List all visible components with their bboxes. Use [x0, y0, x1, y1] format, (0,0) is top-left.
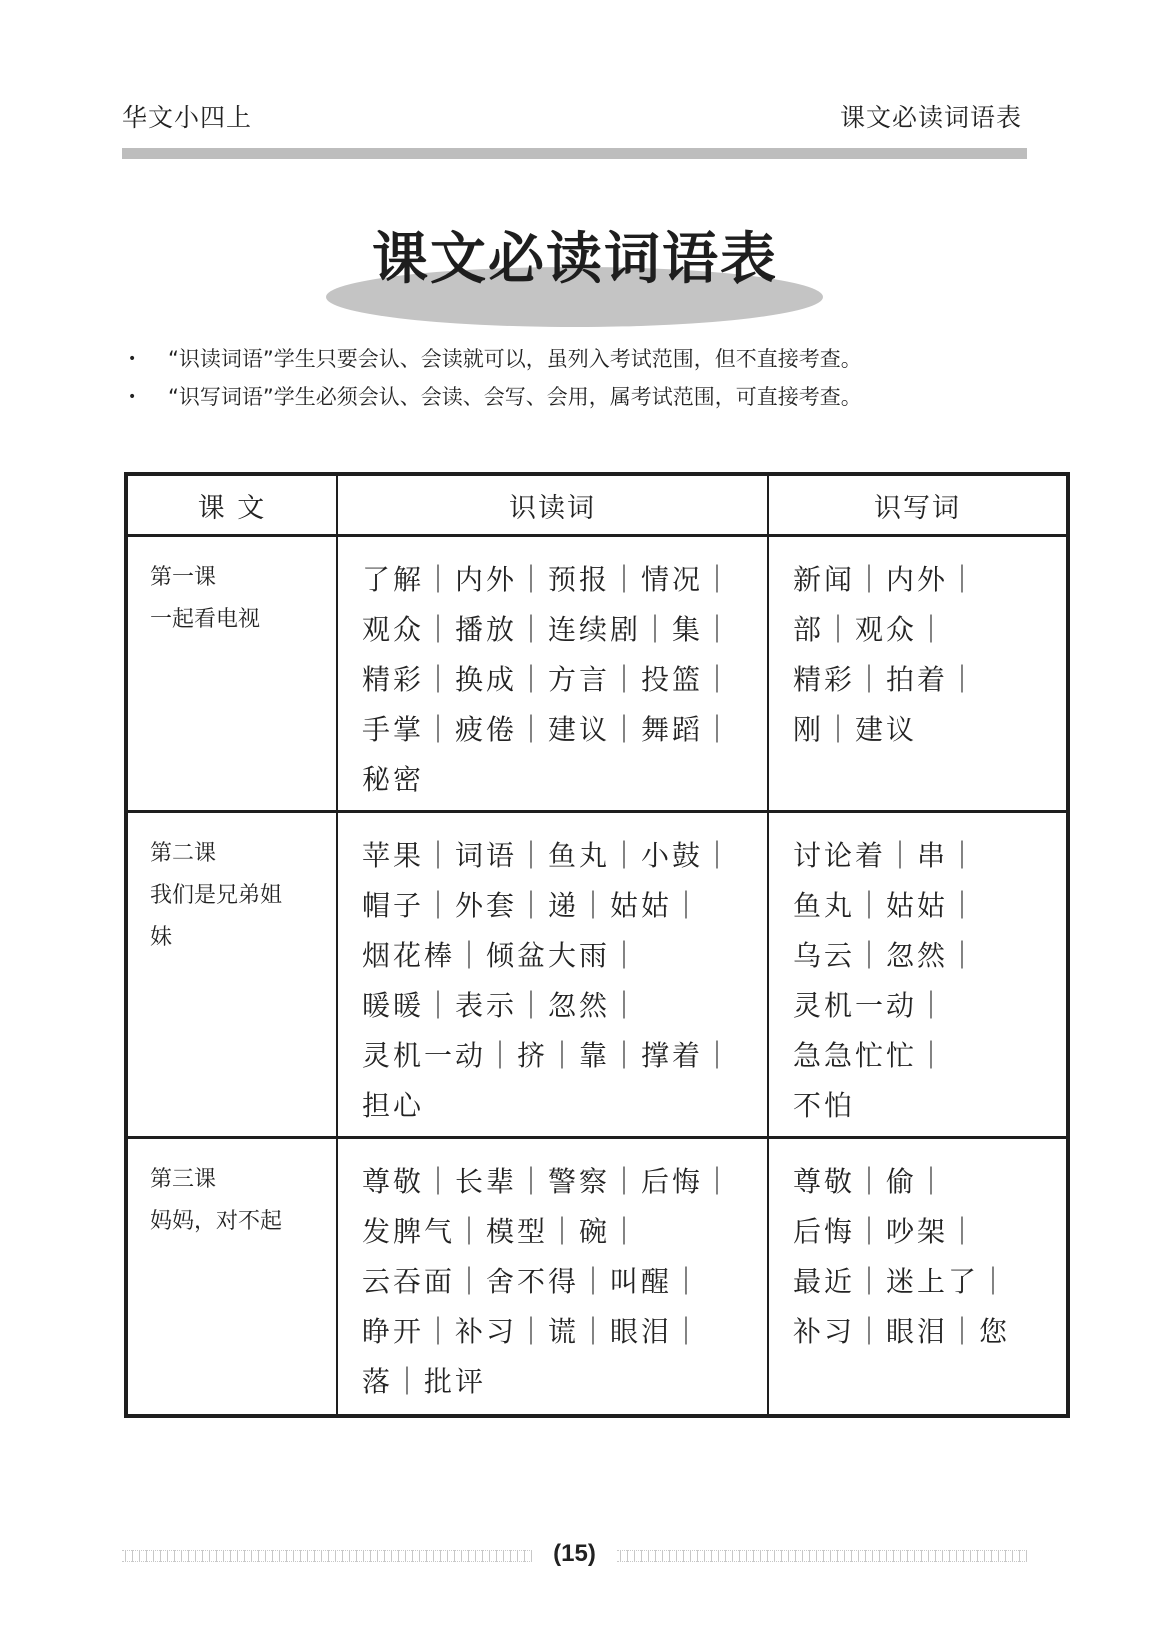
- header-divider-bar: [122, 148, 1027, 159]
- word-line: 睁开｜补习｜谎｜眼泪｜: [362, 1315, 704, 1348]
- read-words-cell: [337, 1138, 768, 1416]
- instruction-notes: [128, 340, 1028, 416]
- page-title: 课文必读词语表: [372, 227, 778, 292]
- column-header-lesson: 课 文: [126, 474, 337, 536]
- word-line: 落｜批评: [362, 1365, 487, 1398]
- note-text: “识写词语”学生必须会认、会读、会写、会用，属考试范围，可直接考查。: [168, 385, 862, 409]
- note-text: “识读词语”学生只要会认、会读就可以，虽列入考试范围，但不直接考查。: [168, 347, 862, 371]
- word-line: 补习｜眼泪｜您: [793, 1315, 1011, 1348]
- word-line: 不怕: [793, 1089, 856, 1122]
- word-line: 烟花棒｜倾盆大雨｜: [362, 939, 642, 972]
- vocabulary-table: [124, 472, 1070, 1418]
- footer-ornament-left: [122, 1550, 532, 1562]
- word-line: 讨论着｜串｜: [793, 839, 980, 872]
- lesson-number: 第三课: [150, 1167, 217, 1192]
- word-line: 新闻｜内外｜: [793, 563, 980, 596]
- write-words-cell: [768, 536, 1068, 812]
- lesson-title-cont: 妹: [150, 925, 173, 950]
- page-number: (15): [553, 1540, 596, 1567]
- note-item: [128, 340, 1028, 378]
- word-line: 担心: [362, 1089, 425, 1122]
- lesson-number: 第一课: [150, 565, 217, 590]
- word-line: 帽子｜外套｜递｜姑姑｜: [362, 889, 704, 922]
- word-line: 精彩｜换成｜方言｜投篮｜: [362, 663, 735, 696]
- read-words-cell: [337, 812, 768, 1138]
- word-line: 了解｜内外｜预报｜情况｜: [362, 563, 735, 596]
- note-item: [128, 378, 1028, 416]
- lesson-title: 一起看电视: [150, 607, 261, 632]
- word-line: 秘密: [362, 763, 425, 796]
- header-section-title: 课文必读词语表: [839, 103, 1022, 132]
- word-line: 苹果｜词语｜鱼丸｜小鼓｜: [362, 839, 735, 872]
- lesson-cell: [126, 812, 337, 1138]
- table-row: [126, 812, 1068, 1138]
- word-line: 观众｜播放｜连续剧｜集｜: [362, 613, 735, 646]
- word-line: 灵机一动｜挤｜靠｜撑着｜: [362, 1039, 735, 1072]
- lesson-cell: [126, 1138, 337, 1416]
- column-header-read-words: 识读词: [337, 474, 768, 536]
- read-words-cell: [337, 536, 768, 812]
- word-line: 乌云｜忽然｜: [793, 939, 980, 972]
- table-row: [126, 536, 1068, 812]
- word-line: 发脾气｜模型｜碗｜: [362, 1215, 642, 1248]
- word-line: 部｜观众｜: [793, 613, 949, 646]
- word-line: 云吞面｜舍不得｜叫醒｜: [362, 1265, 704, 1298]
- word-line: 尊敬｜长辈｜警察｜后悔｜: [362, 1165, 735, 1198]
- table-header-row: [126, 474, 1068, 536]
- column-header-write-words: 识写词: [768, 474, 1068, 536]
- bullet-icon: •: [128, 389, 137, 405]
- word-line: 手掌｜疲倦｜建议｜舞蹈｜: [362, 713, 735, 746]
- table-row: [126, 1138, 1068, 1416]
- title-block: [0, 215, 1150, 325]
- bullet-icon: •: [128, 351, 137, 367]
- word-line: 最近｜迷上了｜: [793, 1265, 1011, 1298]
- word-line: 刚｜建议: [793, 713, 918, 746]
- footer-ornament-right: [617, 1550, 1027, 1562]
- word-line: 急急忙忙｜: [793, 1039, 949, 1072]
- word-line: 鱼丸｜姑姑｜: [793, 889, 980, 922]
- lesson-number: 第二课: [150, 841, 217, 866]
- lesson-title: 我们是兄弟姐: [150, 883, 283, 908]
- page-footer: [122, 1540, 1027, 1570]
- word-line: 后悔｜吵架｜: [793, 1215, 980, 1248]
- word-line: 暖暖｜表示｜忽然｜: [362, 989, 642, 1022]
- word-line: 尊敬｜偷｜: [793, 1165, 949, 1198]
- word-line: 灵机一动｜: [793, 989, 949, 1022]
- header-book-title: 华文小四上: [122, 103, 253, 132]
- write-words-cell: [768, 1138, 1068, 1416]
- word-line: 精彩｜拍着｜: [793, 663, 980, 696]
- lesson-cell: [126, 536, 337, 812]
- write-words-cell: [768, 812, 1068, 1138]
- lesson-title: 妈妈，对不起: [150, 1209, 283, 1234]
